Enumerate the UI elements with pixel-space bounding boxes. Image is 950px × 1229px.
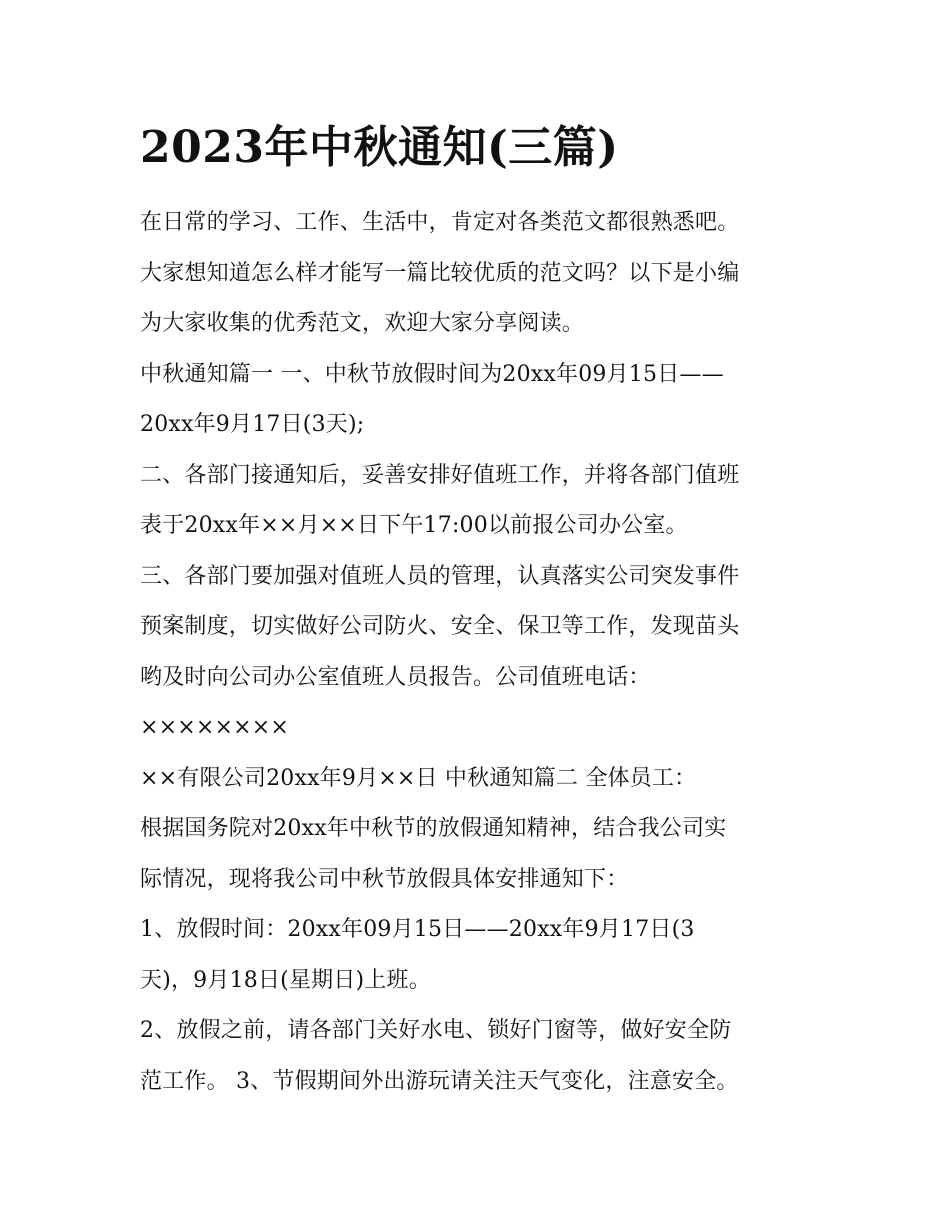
paragraph-line: 表于20xx年××月××日下午17:00以前报公司办公室。 (140, 513, 688, 538)
document-title: 2023年中秋通知(三篇) (140, 122, 619, 173)
paragraph-line: 大家想知道怎么样才能写一篇比较优质的范文吗？以下是小编 (140, 260, 740, 286)
paragraph-line: 中秋通知篇一 一、中秋节放假时间为20xx年09月15日—— (140, 361, 724, 387)
paragraph-line: 天)，9月18日(星期日)上班。 (140, 967, 431, 993)
paragraph-line: 三、各部门要加强对值班人员的管理，认真落实公司突发事件 (140, 563, 740, 589)
paragraph-line: 20xx年9月17日(3天); (140, 412, 365, 437)
document-body (140, 198, 820, 1107)
paragraph-line: 预案制度，切实做好公司防火、安全、保卫等工作，发现苗头 (140, 614, 740, 639)
paragraph-line: 范工作。 3、节假期间外出游玩请关注天气变化，注意安全。 (140, 1068, 739, 1094)
paragraph-line: 1、放假时间：20xx年09月15日——20xx年9月17日(3 (140, 917, 695, 942)
paragraph-line: ×××××××× (140, 715, 290, 740)
paragraph-line: ××有限公司20xx年9月××日 中秋通知篇二 全体员工： (140, 765, 697, 791)
paragraph-line: 际情况，现将我公司中秋节放假具体安排通知下： (140, 866, 629, 892)
paragraph-line: 2、放假之前，请各部门关好水电、锁好门窗等，做好安全防 (140, 1018, 732, 1043)
paragraph-line: 在日常的学习、工作、生活中，肯定对各类范文都很熟悉吧。 (140, 210, 740, 235)
paragraph-line: 哟及时向公司办公室值班人员报告。公司值班电话： (140, 664, 651, 690)
paragraph-line: 二、各部门接通知后，妥善安排好值班工作，并将各部门值班 (140, 462, 740, 488)
paragraph-line: 根据国务院对20xx年中秋节的放假通知精神，结合我公司实 (140, 816, 727, 841)
paragraph-line: 为大家收集的优秀范文，欢迎大家分享阅读。 (140, 311, 585, 336)
